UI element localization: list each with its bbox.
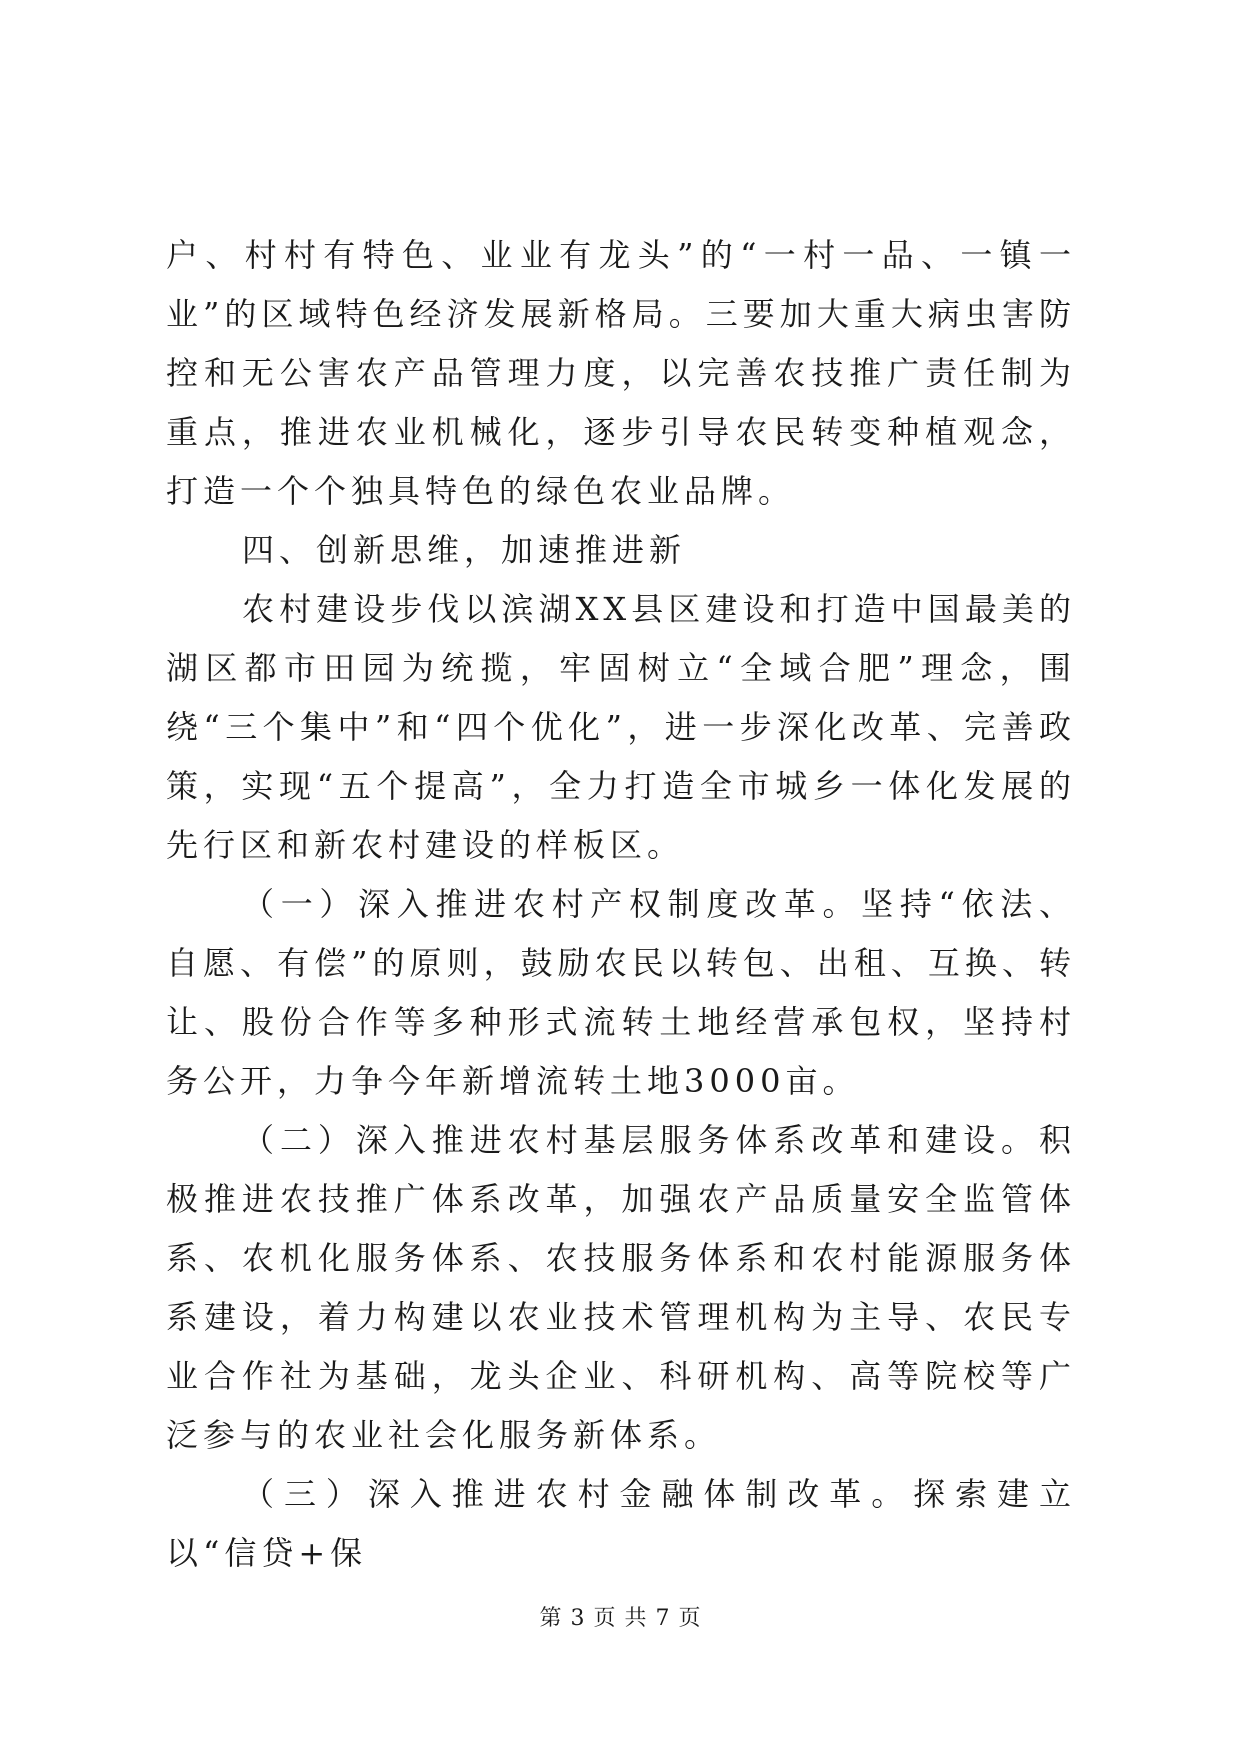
paragraph-property-reform: （一）深入推进农村产权制度改革。坚持“依法、自愿、有偿”的原则，鼓励农民以转包、出租、互换、转让、股份合作等多种形式流转土地经营承包权，坚持村务公开，力争今年新增流转土地3000亩。: [166, 885, 1076, 1100]
paragraph-finance-reform: （三）深入推进农村金融体制改革。探索建立以“信贷+保: [166, 1475, 1076, 1572]
paragraph-service-reform: （二）深入推进农村基层服务体系改革和建设。积极推进农技推广体系改革，加强农产品质量安全监管体系、农机化服务体系、农技服务体系和农村能源服务体系建设，着力构建以农业技术管理机构为主导、农民专业合作社为基础，龙头企业、科研机构、高等院校等广泛参与的农业社会化服务新体系。: [166, 1121, 1076, 1454]
paragraph-continuation: 户、村村有特色、业业有龙头”的“一村一品、一镇一业”的区域特色经济发展新格局。三要加大重大病虫害防控和无公害农产品管理力度，以完善农技推广责任制为重点，推进农业机械化，逐步引导农民转变种植观念，打造一个个独具特色的绿色农业品牌。: [166, 236, 1076, 510]
page-number-footer: 第 3 页 共 7 页: [539, 1606, 702, 1631]
document-body: [166, 226, 1076, 1583]
paragraph-rural-construction: 农村建设步伐以滨湖XX县区建设和打造中国最美的湖区都市田园为统揽，牢固树立“全域合肥”理念，围绕“三个集中”和“四个优化”，进一步深化改革、完善政策，实现“五个提高”，全力打造全市城乡一体化发展的先行区和新农村建设的样板区。: [166, 590, 1076, 864]
section-heading: 四、创新思维，加速推进新: [242, 531, 687, 569]
